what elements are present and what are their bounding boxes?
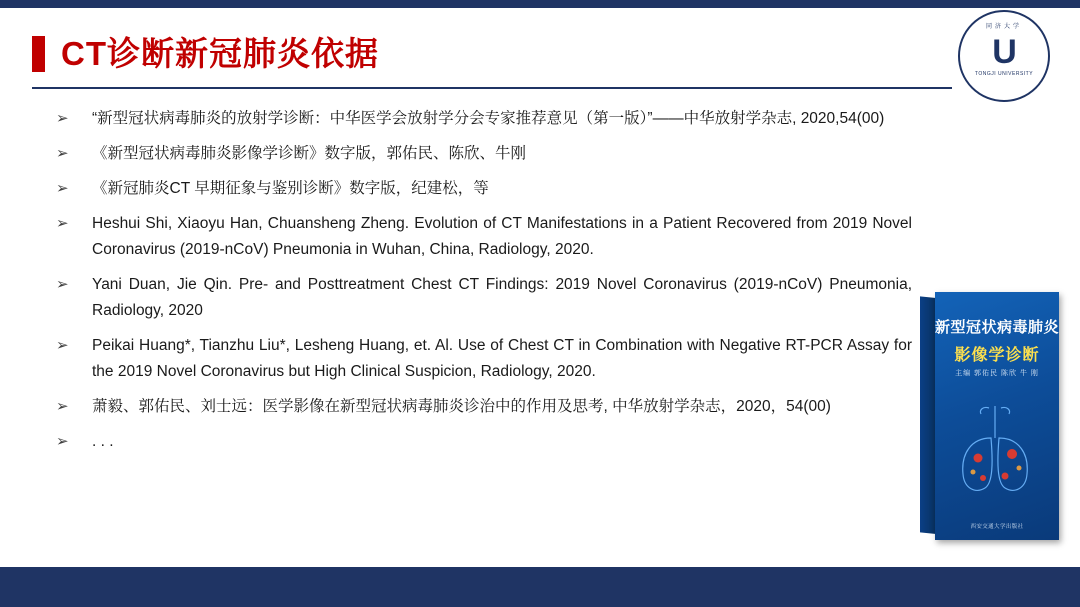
book-cover-image (920, 292, 1060, 540)
book-authors: 主编 郭佑民 陈欣 牛 刚 (955, 370, 1039, 377)
slide-title-row (32, 36, 379, 72)
book-subtitle: 影像学诊断 (954, 347, 1040, 364)
list-item (52, 429, 912, 455)
bullet-arrow-icon: ➢ (56, 145, 69, 162)
university-logo (958, 10, 1050, 102)
bullet-arrow-icon: ➢ (56, 215, 69, 232)
reference-text: “新型冠状病毒肺炎的放射学诊断：中华医学会放射学分会专家推荐意见（第一版）”——中华放射学杂志, 2020,54(00) (92, 110, 885, 127)
bullet-arrow-icon: ➢ (56, 110, 69, 127)
book-spine (920, 296, 936, 534)
book-front-cover (935, 292, 1059, 540)
title-divider (32, 87, 952, 89)
list-item (52, 141, 912, 167)
reference-text: 《新冠肺炎CT 早期征象与鉴别诊断》数字版，纪建松，等 (92, 180, 489, 197)
logo-arc-text: 同济大学 (985, 24, 1022, 30)
list-item (52, 211, 912, 263)
bottom-band (0, 567, 1080, 607)
bullet-arrow-icon: ➢ (56, 180, 69, 197)
logo-glyph: U (992, 32, 1016, 71)
lungs-illustration-icon (945, 392, 1049, 507)
page-title: CT诊断新冠肺炎依据 (61, 35, 379, 72)
reference-text: 《新型冠状病毒肺炎影像学诊断》数字版，郭佑民、陈欣、牛刚 (92, 145, 527, 162)
list-item (52, 333, 912, 385)
reference-text: Yani Duan, Jie Qin. Pre- and Posttreatment Chest CT Findings: 2019 Novel Coronavirus (2019-nCoV) Pneumonia, Radiology, 2020 (92, 276, 912, 319)
reference-text: Heshui Shi, Xiaoyu Han, Chuansheng Zheng. Evolution of CT Manifestations in a Patient Recovered from 2019 Novel Coronavirus (2019-nCoV) Pneumonia in Wuhan, China, Radiology, 2020. (92, 215, 912, 258)
top-band (0, 0, 1080, 8)
list-item (52, 176, 912, 202)
bullet-arrow-icon: ➢ (56, 337, 69, 354)
list-item (52, 272, 912, 324)
book-publisher: 西安交通大学出版社 (970, 524, 1024, 530)
bullet-arrow-icon: ➢ (56, 398, 69, 415)
list-item (52, 394, 912, 420)
book-title: 新型冠状病毒肺炎 (935, 319, 1059, 336)
bullet-arrow-icon: ➢ (56, 433, 69, 450)
title-accent-bar (32, 36, 45, 72)
reference-text: Peikai Huang*, Tianzhu Liu*, Lesheng Huang, et. Al. Use of Chest CT in Combination with Negative RT-PCR Assay for the 2019 Novel Coronavirus but High Clinical Suspicion, Radiology, 2020. (92, 337, 912, 380)
list-item (52, 106, 912, 132)
logo-name-en: TONGJI UNIVERSITY (974, 70, 1034, 77)
reference-text: 萧毅、郭佑民、刘士远：医学影像在新型冠状病毒肺炎诊治中的作用及思考, 中华放射学杂志，2020，54(00) (92, 398, 831, 415)
reference-list (52, 106, 912, 464)
reference-text: . . . (92, 433, 114, 450)
bullet-arrow-icon: ➢ (56, 276, 69, 293)
